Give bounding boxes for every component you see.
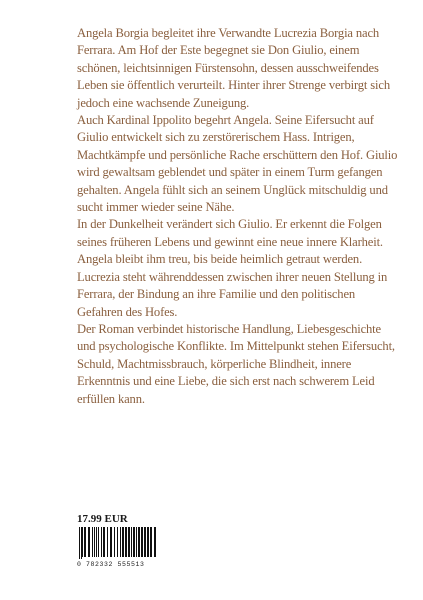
blurb-paragraph: Der Roman verbindet historische Handlung, Liebesgeschichte und psychologische Konflikte. Im Mittelpunkt stehen Eifersucht, Schuld, Machtmissbrauch, körperliche Blindheit, innere Erkenntnis und eine Liebe, die sich erst nach schwerem Leid erfüllen kann. <box>77 321 395 406</box>
barcode-icon <box>77 527 199 559</box>
blurb-paragraph: Angela Borgia begleitet ihre Verwandte Lucrezia Borgia nach Ferrara. Am Hof der Este begegnet sie Don Giulio, einem schönen, leichtsinnigen Fürstensohn, dessen ausschweifendes Leben sie öffentlich verurteilt. Hinter ihrer Strenge verbirgt sich jedoch eine wachsende Zuneigung. <box>77 26 390 110</box>
blurb-paragraph: Auch Kardinal Ippolito begehrt Angela. Seine Eifersucht auf Giulio entwickelt sich zu zerstörerischem Hass. Intrigen, Machtkämpfe und persönliche Rache erschüttern den Hof. Giulio wird gewaltsam geblendet und später in einem Turm gefangen gehalten. Angela fühlt sich an seinem Unglück mitschuldig und sucht immer wieder seine Nähe. <box>77 113 398 215</box>
blurb-paragraph: In der Dunkelheit verändert sich Giulio. Er erkennt die Folgen seines früheren Lebens und gewinnt eine neue innere Klarheit. Angela bleibt ihm treu, bis beide heimlich getraut werden. Lucrezia steht währenddessen zwischen ihrer neuen Stellung in Ferrara, der Bindung an ihre Familie und den politischen Gefahren des Hofes. <box>77 217 388 319</box>
blurb-text <box>77 25 402 408</box>
barcode-digits: 0 782332 555513 <box>77 561 145 568</box>
price-label: 17.99 EUR <box>77 513 128 525</box>
